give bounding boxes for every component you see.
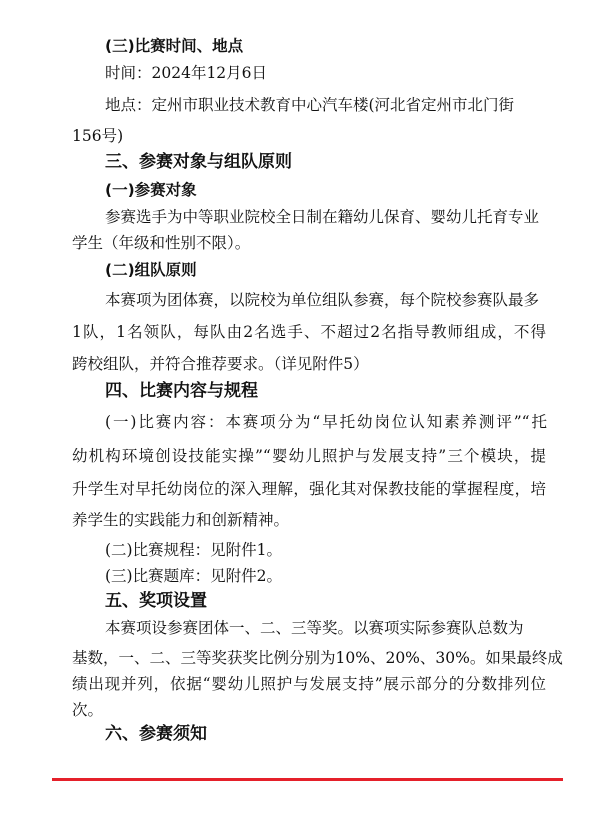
paragraph-line: 1队，1名领队，每队由2名选手、不超过2名指导教师组成，不得 [72,323,546,341]
paragraph-line: 跨校组队，并符合推荐要求。（详见附件5） [72,355,369,373]
event-time: 时间：2024年12月6日 [105,64,268,82]
subsection-title-participants: (一)参赛对象 [105,181,197,199]
section-title-4: 四、比赛内容与规程 [105,381,258,401]
paragraph-line: 次。 [72,701,104,719]
rules-reference: (二)比赛规程：见附件1。 [105,541,282,559]
paragraph-line: 幼机构环境创设技能实操”“婴幼儿照护与发展支持”三个模块，提 [72,447,546,465]
paragraph-line: 本赛项为团体赛，以院校为单位组队参赛，每个院校参赛队最多 [105,291,540,309]
event-place-line-2: 156号) [72,127,124,145]
paragraph-line: 养学生的实践能力和创新精神。 [72,511,290,529]
event-place-line-1: 地点：定州市职业技术教育中心汽车楼(河北省定州市北门街 [105,96,515,114]
paragraph-line: 本赛项设参赛团体一、二、三等奖。以赛项实际参赛队总数为 [105,619,524,637]
paragraph-line: 绩出现并列，依据“婴幼儿照护与发展支持”展示部分的分数排列位 [72,675,546,693]
subsection-title-time-place: (三)比赛时间、地点 [105,37,244,55]
paragraph-line: 基数，一、二、三等奖获奖比例分别为10%、20%、30%。如果最终成 [72,649,563,667]
section-title-5: 五、奖项设置 [105,591,207,611]
section-title-6: 六、参赛须知 [105,724,207,744]
subsection-title-team-rules: (二)组队原则 [105,261,197,279]
section-title-3: 三、参赛对象与组队原则 [105,152,292,172]
paragraph-line: 学生（年级和性别不限）。 [72,234,251,252]
question-bank-reference: (三)比赛题库：见附件2。 [105,567,282,585]
paragraph-line: 升学生对早托幼岗位的深入理解，强化其对保教技能的掌握程度，培 [72,480,546,498]
paragraph-line: 参赛选手为中等职业院校全日制在籍幼儿保育、婴幼儿托育专业 [105,208,540,226]
paragraph-line: (一)比赛内容：本赛项分为“早托幼岗位认知素养测评”“托 [105,413,547,431]
red-divider-line [52,778,563,781]
